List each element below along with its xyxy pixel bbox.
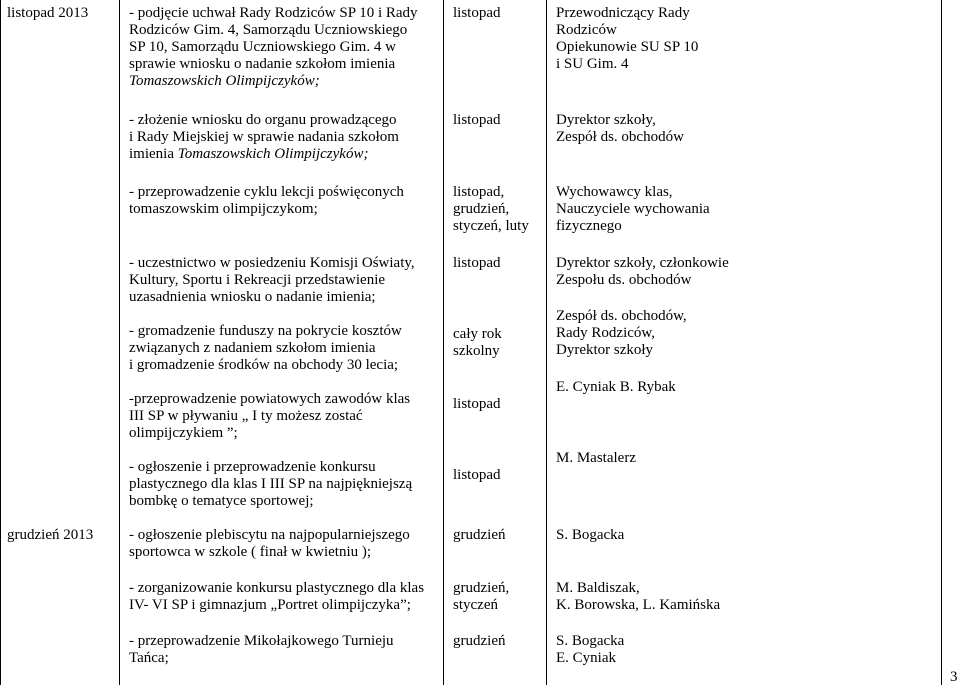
who-cell: S. Bogacka E. Cyniak <box>556 633 625 666</box>
row-who: Dyrektor szkoły, Zespół ds. obchodów <box>556 112 684 145</box>
when-cell: listopad <box>453 467 501 483</box>
who-cell: S. Bogacka <box>556 527 625 543</box>
when-cell: listopad <box>453 396 501 412</box>
task-block <box>129 527 424 667</box>
when-cell: grudzień, styczeń <box>453 580 510 613</box>
who-cell: Dyrektor szkoły, członkowie Zespołu ds. obchodów <box>556 255 729 288</box>
when-cell: cały rok szkolny <box>453 326 502 359</box>
list-item: - zorganizowanie konkursu plastycznego dla klas IV- VI SP i gimnazjum „Portret olimpijczyka”; <box>129 580 425 613</box>
who-cell: M. Baldiszak, K. Borowska, L. Kamińska <box>556 580 721 613</box>
list-item: - przeprowadzenie Mikołajkowego Turnieju Tańca; <box>129 633 394 666</box>
table-border-left <box>0 0 1 685</box>
row-task: - podjęcie uchwał Rady Rodziców SP 10 i Rady Rodziców Gim. 4, Samorządu Uczniowskiego SP 10, Samorządu Uczniowskiego Gim. 4 w sprawie wniosku o nadanie szkołom imienia Tomaszowskich Olimpijczyków; <box>129 5 418 89</box>
table-border-right <box>941 0 942 685</box>
row-who: Przewodniczący Rady Rodziców Opiekunowie SU SP 10 i SU Gim. 4 <box>556 5 699 72</box>
row-date: listopad 2013 <box>7 5 89 21</box>
table-border-col2 <box>443 0 444 685</box>
list-item: -przeprowadzenie powiatowych zawodów klas III SP w pływaniu „ I ty możesz zostać olimpijczykiem ”; <box>129 391 411 441</box>
row-when: listopad, grudzień, styczeń, luty <box>453 184 529 234</box>
row-when: listopad <box>453 112 501 128</box>
row-task: - przeprowadzenie cyklu lekcji poświęconych tomaszowskim olimpijczykom; <box>129 184 404 217</box>
who-cell: M. Mastalerz <box>556 450 636 466</box>
table-border-col3 <box>546 0 547 685</box>
when-cell: listopad <box>453 255 501 271</box>
list-item: - ogłoszenie i przeprowadzenie konkursu plastycznego dla klas I III SP na najpiękniejszą bombkę o tematyce sportowej; <box>129 459 413 509</box>
table-border-col1 <box>119 0 120 685</box>
list-item: - uczestnictwo w posiedzeniu Komisji Oświaty, Kultury, Sportu i Rekreacji przedstawienie uzasadnienia wniosku o nadanie imienia; <box>129 255 415 305</box>
row-who: Wychowawcy klas, Nauczyciele wychowania fizycznego <box>556 184 710 234</box>
when-cell: grudzień <box>453 633 506 649</box>
who-cell: Zespół ds. obchodów, Rady Rodziców, Dyrektor szkoły <box>556 308 687 358</box>
when-cell: grudzień <box>453 527 506 543</box>
row-task: - złożenie wniosku do organu prowadzącego i Rady Miejskiej w sprawie nadania szkołom imienia Tomaszowskich Olimpijczyków; <box>129 112 399 162</box>
list-item: - ogłoszenie plebiscytu na najpopularniejszego sportowca w szkole ( finał w kwietniu ); <box>129 527 410 560</box>
page-number: 3 <box>950 669 958 685</box>
list-item: - gromadzenie funduszy na pokrycie kosztów związanych z nadaniem szkołom imienia i gromadzenie środków na obchody 30 lecia; <box>129 323 402 373</box>
who-cell: E. Cyniak B. Rybak <box>556 379 676 395</box>
task-block <box>129 255 415 510</box>
row-when: listopad <box>453 5 501 21</box>
row-date: grudzień 2013 <box>7 527 94 543</box>
